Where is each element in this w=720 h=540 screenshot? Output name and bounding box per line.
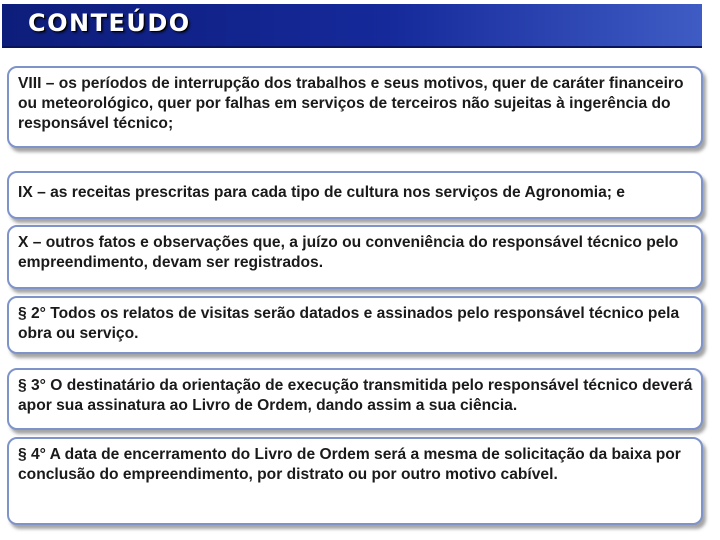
content-box-item-ix [7, 171, 703, 219]
content-text: § 3° O destinatário da orientação de execução transmitida pelo responsável técnico deverá apor sua assinatura ao Livro de Ordem, dando assim a sua ciência. [18, 377, 693, 414]
content-text: X – outros fatos e observações que, a juízo ou conveniência do responsável técnico pelo empreendimento, devam ser registrados. [18, 234, 679, 271]
content-box-item-x [7, 225, 703, 289]
content-box-paragraph-3 [7, 368, 703, 430]
content-text: VIII – os períodos de interrupção dos trabalhos e seus motivos, quer de caráter financeiro ou meteorológico, quer por falhas em serviços de terceiros não sujeitas à ingerência do responsável técnico; [18, 75, 684, 132]
content-text: § 2° Todos os relatos de visitas serão datados e assinados pelo responsável técnico pela obra ou serviço. [18, 305, 680, 342]
title-bar [2, 4, 702, 48]
content-text: § 4° A data de encerramento do Livro de Ordem será a mesma de solicitação da baixa por conclusão do empreendimento, por distrato ou por outro motivo cabível. [18, 446, 681, 483]
content-text: IX – as receitas prescritas para cada tipo de cultura nos serviços de Agronomia; e [18, 184, 625, 201]
content-box-paragraph-2 [7, 296, 703, 354]
content-box-paragraph-4 [7, 437, 703, 525]
content-box-item-viii [7, 66, 703, 148]
page-title: CONTEÚDO [28, 9, 191, 37]
